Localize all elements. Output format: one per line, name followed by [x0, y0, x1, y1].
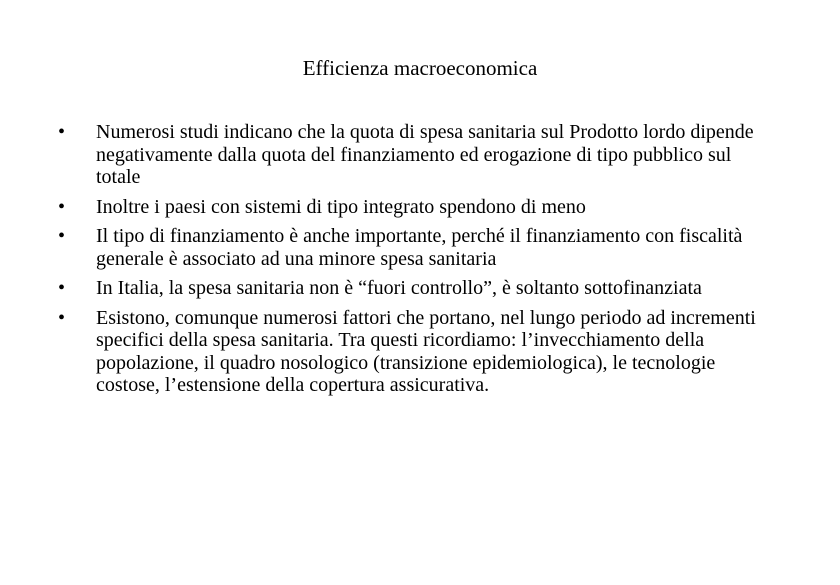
- bullet-text: Il tipo di finanziamento è anche importante, perché il finanziamento con fiscalità generale è associato ad una minore spesa sanitaria: [96, 225, 743, 270]
- bullet-icon: •: [58, 121, 66, 143]
- bullet-icon: •: [58, 225, 66, 247]
- bullet-item: [58, 277, 778, 300]
- bullet-text: Inoltre i paesi con sistemi di tipo integrato spendono di meno: [96, 195, 586, 218]
- bullet-item: [58, 121, 778, 189]
- bullet-text: In Italia, la spesa sanitaria non è “fuori controllo”, è soltanto sottofinanziata: [96, 277, 702, 299]
- bullet-text: Numerosi studi indicano che la quota di spesa sanitaria sul Prodotto lordo dipende negativamente dalla quota del finanziamento ed erogazione di tipo pubblico sul totale: [96, 121, 754, 188]
- bullet-icon: •: [58, 306, 66, 329]
- bullet-text: Esistono, comunque numerosi fattori che portano, nel lungo periodo ad incrementi specifici della spesa sanitaria. Tra questi ricordiamo: l’invecchiamento della popolazione, il quadro nosologico (transizione epidemiologica), le tecnologie costose, l’estensione della copertura assicurativa.: [96, 306, 756, 396]
- bullet-item: [58, 225, 778, 270]
- bullet-list: [58, 121, 778, 404]
- slide-title: Efficienza macroeconomica: [302, 56, 538, 80]
- bullet-icon: •: [58, 277, 66, 299]
- bullet-item: [58, 196, 778, 219]
- bullet-icon: •: [58, 195, 66, 218]
- bullet-item: [58, 307, 778, 397]
